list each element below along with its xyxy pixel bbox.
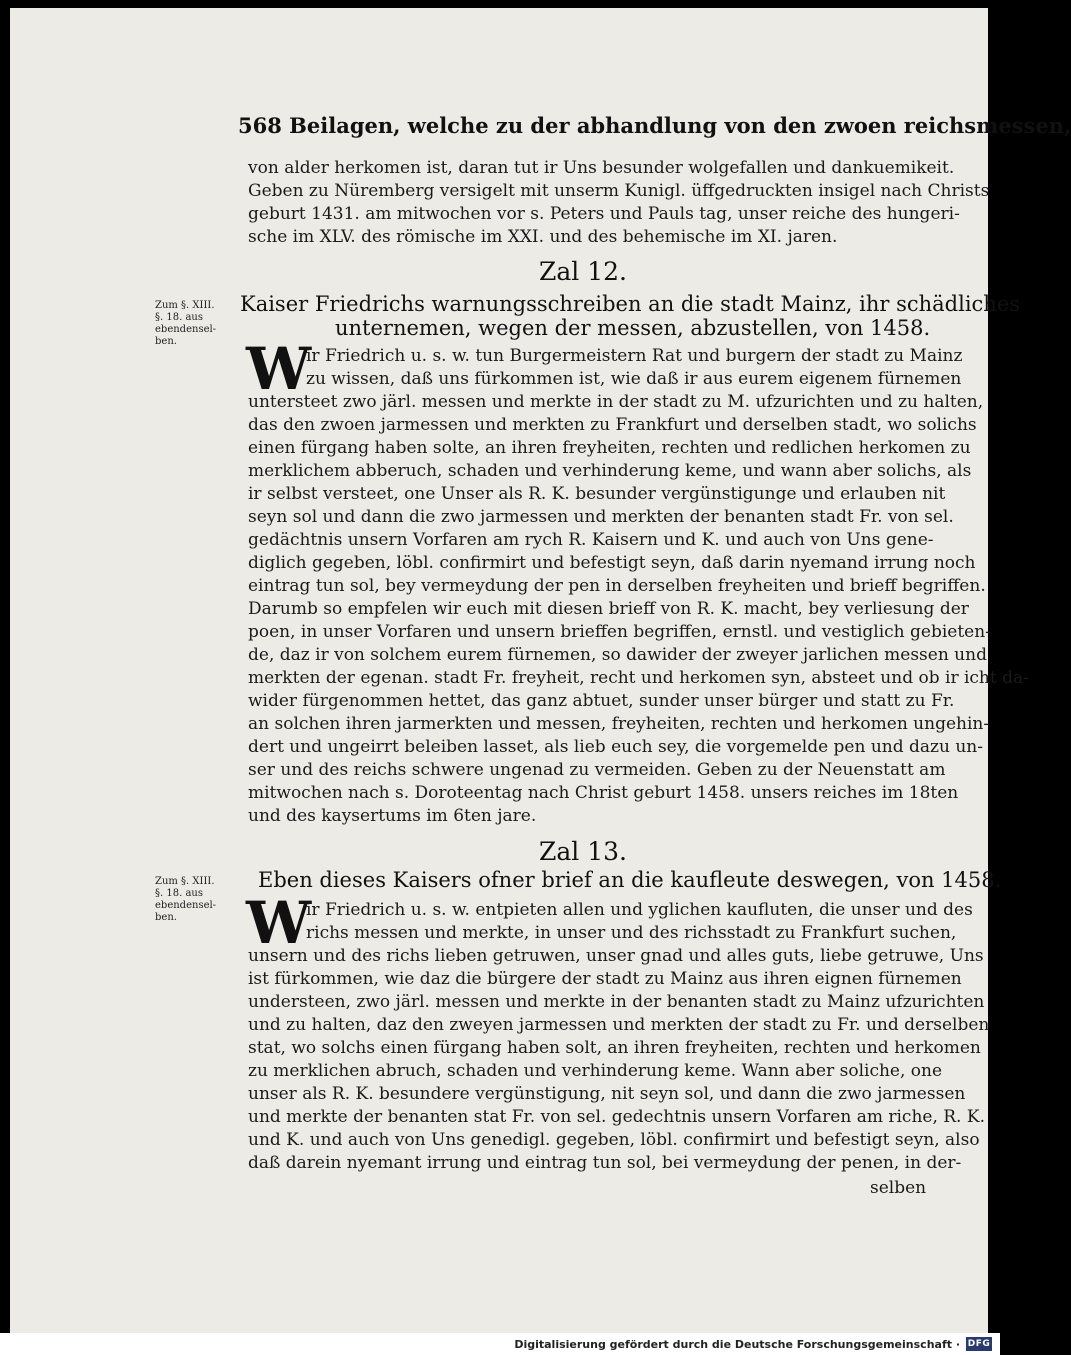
text-line: dert und ungeirrt beleiben lasset, als lieb euch sey, die vorgemelde pen und dazu un- bbox=[248, 737, 983, 757]
text-line: ser und des reichs schwere ungenad zu vermeiden. Geben zu der Neuenstatt am bbox=[248, 760, 946, 780]
text-line: untersteet zwo järl. messen und merkte in der stadt zu M. ufzurichten und zu halten, bbox=[248, 392, 984, 412]
text-line: Geben zu Nüremberg versigelt mit unserm Kunigl. üffgedruckten insigel nach Christs bbox=[248, 181, 990, 201]
running-head: 568 Beilagen, welche zu der abhandlung von den zwoen reichsmessen, bbox=[238, 113, 1071, 138]
text-line: diglich gegeben, löbl. confirmirt und befestigt seyn, daß darin nyemand irrung noch bbox=[248, 553, 976, 573]
margin-note-line: Zum §. XIII. bbox=[155, 300, 215, 311]
text-line: daß darein nyemant irrung und eintrag tun sol, bei vermeydung der penen, in der- bbox=[248, 1153, 962, 1173]
funding-notice: Digitalisierung gefördert durch die Deutsche Forschungsgemeinschaft · bbox=[514, 1338, 960, 1351]
text-line: wider fürgenommen hettet, das ganz abtuet, sunder unser bürger und statt zu Fr. bbox=[248, 691, 955, 711]
text-line: zu wissen, daß uns fürkommen ist, wie daß ir aus eurem eigenem fürnemen bbox=[306, 369, 962, 389]
text-line: unsern und des richs lieben getruwen, unser gnad und alles guts, liebe getruwe, Uns bbox=[248, 946, 984, 966]
section-title-13: Eben dieses Kaisers ofner brief an die kaufleute deswegen, von 1458. bbox=[258, 868, 1002, 892]
text-line: stat, wo solchs einen fürgang haben solt, an ihren freyheiten, rechten und herkomen bbox=[248, 1038, 981, 1058]
margin-note-line: ebendensel- bbox=[155, 324, 217, 335]
margin-note-line: §. 18. aus bbox=[155, 888, 203, 899]
dropcap-13: W bbox=[246, 889, 312, 957]
text-line: merkten der egenan. stadt Fr. freyheit, recht und herkomen syn, absteet und ob ir icht da- bbox=[248, 668, 1029, 688]
text-line: das den zwoen jarmessen und merkten zu Frankfurt und derselben stadt, wo solichs bbox=[248, 415, 977, 435]
text-line: de, daz ir von solchem eurem fürnemen, so dawider der zweyer jarlichen messen und bbox=[248, 645, 987, 665]
section-title-12-cont: unternemen, wegen der messen, abzustellen, von 1458. bbox=[335, 316, 931, 340]
text-line: poen, in unser Vorfaren und unsern brieffen begriffen, ernstl. und vestiglich gebieten- bbox=[248, 622, 991, 642]
margin-note-line: ben. bbox=[155, 912, 177, 923]
margin-note-line: ebendensel- bbox=[155, 900, 217, 911]
section-heading-12: Zal 12. bbox=[539, 257, 627, 286]
text-line: zu merklichen abruch, schaden und verhinderung keme. Wann aber soliche, one bbox=[248, 1061, 943, 1081]
text-line: an solchen ihren jarmerkten und messen, freyheiten, rechten und herkomen ungehin- bbox=[248, 714, 990, 734]
text-line: einen fürgang haben solte, an ihren freyheiten, rechten und redlichen herkomen zu bbox=[248, 438, 971, 458]
text-line: understeen, zwo järl. messen und merkte in der benanten stadt zu Mainz ufzurichten bbox=[248, 992, 985, 1012]
text-line: sche im XLV. des römische im XXI. und des behemische im XI. jaren. bbox=[248, 227, 838, 247]
margin-note-line: §. 18. aus bbox=[155, 312, 203, 323]
text-line: von alder herkomen ist, daran tut ir Uns besunder wolgefallen und dankuemikeit. bbox=[248, 158, 955, 178]
text-line: Darumb so empfelen wir euch mit diesen brieff von R. K. macht, bey verliesung der bbox=[248, 599, 969, 619]
text-line: unser als R. K. besundere vergünstigung, nit seyn sol, und dann die zwo jarmessen bbox=[248, 1084, 966, 1104]
text-line: gedächtnis unsern Vorfaren am rych R. Kaisern und K. und auch von Uns gene- bbox=[248, 530, 934, 550]
text-line: ist fürkommen, wie daz die bürgere der stadt zu Mainz aus ihren eignen fürnemen bbox=[248, 969, 962, 989]
margin-note-line: Zum §. XIII. bbox=[155, 876, 215, 887]
margin-note-12 bbox=[155, 300, 235, 348]
text-line: und merkte der benanten stat Fr. von sel. gedechtnis unsern Vorfaren am riche, R. K. bbox=[248, 1107, 985, 1127]
text-line: und des kaysertums im 6ten jare. bbox=[248, 806, 537, 826]
section-title-12: Kaiser Friedrichs warnungsschreiben an die stadt Mainz, ihr schädliches bbox=[240, 292, 1021, 316]
text-line: richs messen und merkte, in unser und des richsstadt zu Frankfurt suchen, bbox=[306, 923, 957, 943]
dropcap-12: W bbox=[246, 335, 312, 403]
text-line: und K. und auch von Uns genedigl. gegeben, löbl. confirmirt und befestigt seyn, also bbox=[248, 1130, 980, 1150]
text-line: mitwochen nach s. Doroteentag nach Christ geburt 1458. unsers reiches im 18ten bbox=[248, 783, 959, 803]
text-line: geburt 1431. am mitwochen vor s. Peters und Pauls tag, unser reiche des hungeri- bbox=[248, 204, 960, 224]
text-line: merklichem abberuch, schaden und verhinderung keme, und wann aber solichs, als bbox=[248, 461, 972, 481]
text-line: ir Friedrich u. s. w. entpieten allen und yglichen kaufluten, die unser und des bbox=[306, 900, 973, 920]
text-line: ir selbst versteet, one Unser als R. K. besunder vergünstigunge und erlauben nit bbox=[248, 484, 946, 504]
catchword: selben bbox=[870, 1178, 927, 1198]
text-line: ir Friedrich u. s. w. tun Burgermeistern Rat und burgern der stadt zu Mainz bbox=[306, 346, 963, 366]
text-line: und zu halten, daz den zweyen jarmessen und merkten der stadt zu Fr. und derselben bbox=[248, 1015, 990, 1035]
margin-note-line: ben. bbox=[155, 336, 177, 347]
margin-note-13 bbox=[155, 876, 235, 924]
text-line: eintrag tun sol, bey vermeydung der pen in derselben freyheiten und brieff begriffen. bbox=[248, 576, 986, 596]
text-line: seyn sol und dann die zwo jarmessen und merkten der benanten stadt Fr. von sel. bbox=[248, 507, 954, 527]
section-heading-13: Zal 13. bbox=[539, 837, 627, 866]
dfg-logo: DFG bbox=[967, 1339, 991, 1349]
